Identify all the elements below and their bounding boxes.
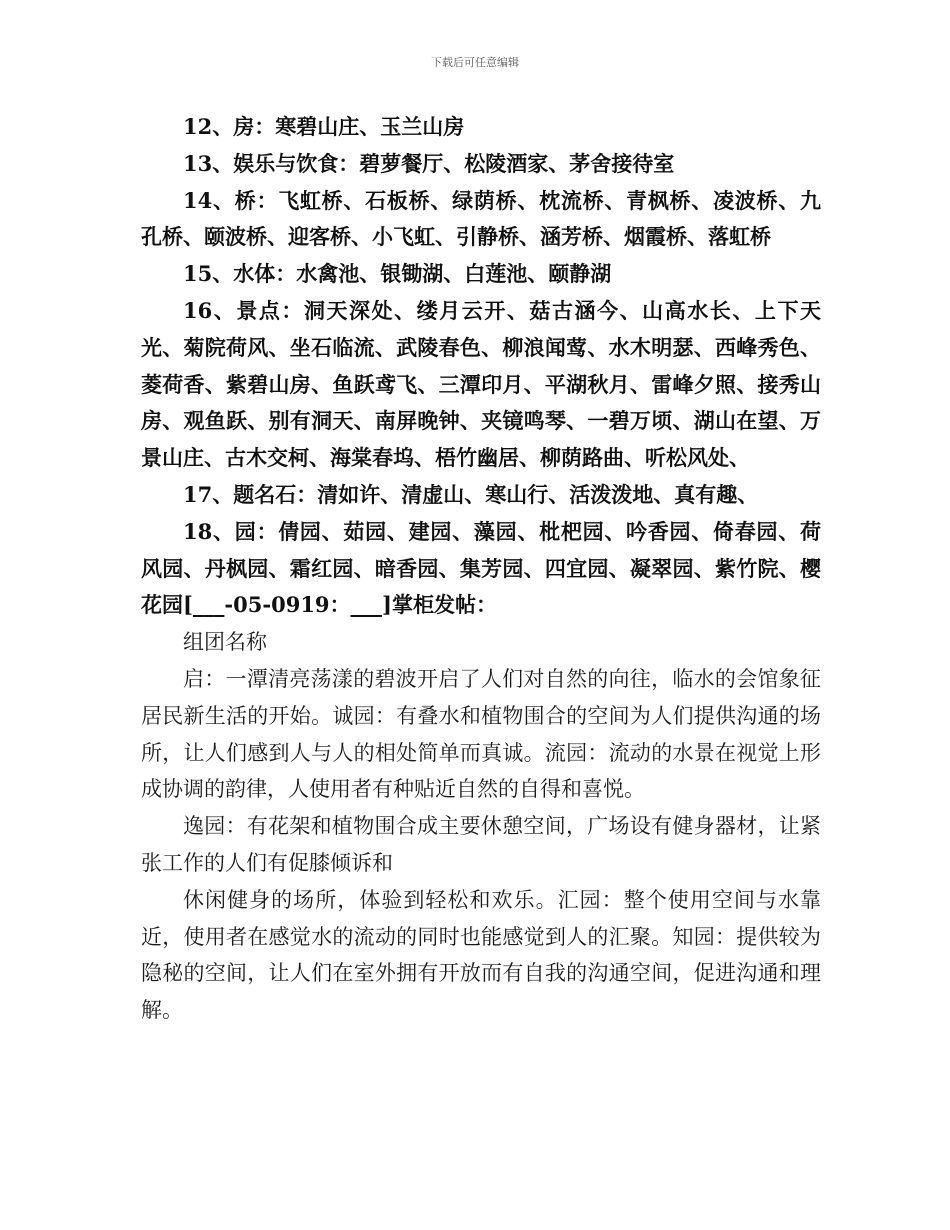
document-body xyxy=(141,109,821,1029)
paragraph-houses: 12、房：寒碧山庄、玉兰山房 xyxy=(183,114,465,139)
paragraph-inscribed-stones: 17、题名石：清如许、清虚山、寒山行、活泼泼地、真有趣、 xyxy=(183,481,759,507)
page-header-note: 下载后可任意编辑 xyxy=(431,56,519,69)
paragraph-dining: 13、娱乐与饮食：碧萝餐厅、松陵酒家、茅舍接待室 xyxy=(183,150,675,176)
paragraph-scenic-spots: 16、景点：洞天深处、缕月云开、菇古涵今、山高水长、上下天光、菊院荷风、坐石临流、武陵春色、柳浪闻莺、水木明瑟、西峰秀色、菱荷香、紫碧山房、鱼跃鸢飞、三潭印月、平湖秋月、雷峰夕照、接秀山房、观鱼跃、别有洞天、南屏晚钟、夹镜鸣琴、一碧万顷、湖山在望、万景山庄、古木交柯、海棠春坞、梧竹幽居、柳荫路曲、听松风处、 xyxy=(141,297,821,471)
paragraph-opening: 启：一潭清亮荡漾的碧波开启了人们对自然的向往，临水的会馆象征居民新生活的开始。诚园：有叠水和植物围合的空间为人们提供沟通的场所，让人们感到人与人的相处简单而真诚。流园：流动的水景在视觉上形成协调的韵律，人使用者有种贴近自然的自得和喜悦。 xyxy=(141,666,821,802)
paragraph-bridges: 14、桥：飞虹桥、石板桥、绿荫桥、枕流桥、青枫桥、凌波桥、九孔桥、颐波桥、迎客桥、小飞虹、引静桥、涵芳桥、烟霞桥、落虹桥 xyxy=(141,187,821,250)
paragraph-water: 15、水体：水禽池、银锄湖、白莲池、颐静湖 xyxy=(183,261,612,287)
paragraph-leisure: 休闲健身的场所，体验到轻松和欢乐。汇园：整个使用空间与水靠近，使用者在感觉水的流动的同时也能感觉到人的汇聚。知园：提供较为隐秘的空间，让人们在室外拥有开放而有自我的沟通空间，促进沟通和理解。 xyxy=(141,887,821,1023)
paragraph-group-name: 组团名称 xyxy=(183,630,267,655)
paragraph-gardens: 18、园：倩园、茹园、建园、藻园、枇杷园、吟香园、倚春园、荷风园、丹枫园、霜红园、暗香园、集芳园、四宜园、凝翠园、紫竹院、樱花园[___-05-0919：___]掌柜发帖： xyxy=(141,518,821,618)
paragraph-yi-garden: 逸园：有花架和植物围合成主要休憩空间，广场设有健身器材，让紧张工作的人们有促膝倾诉和 xyxy=(141,814,821,875)
